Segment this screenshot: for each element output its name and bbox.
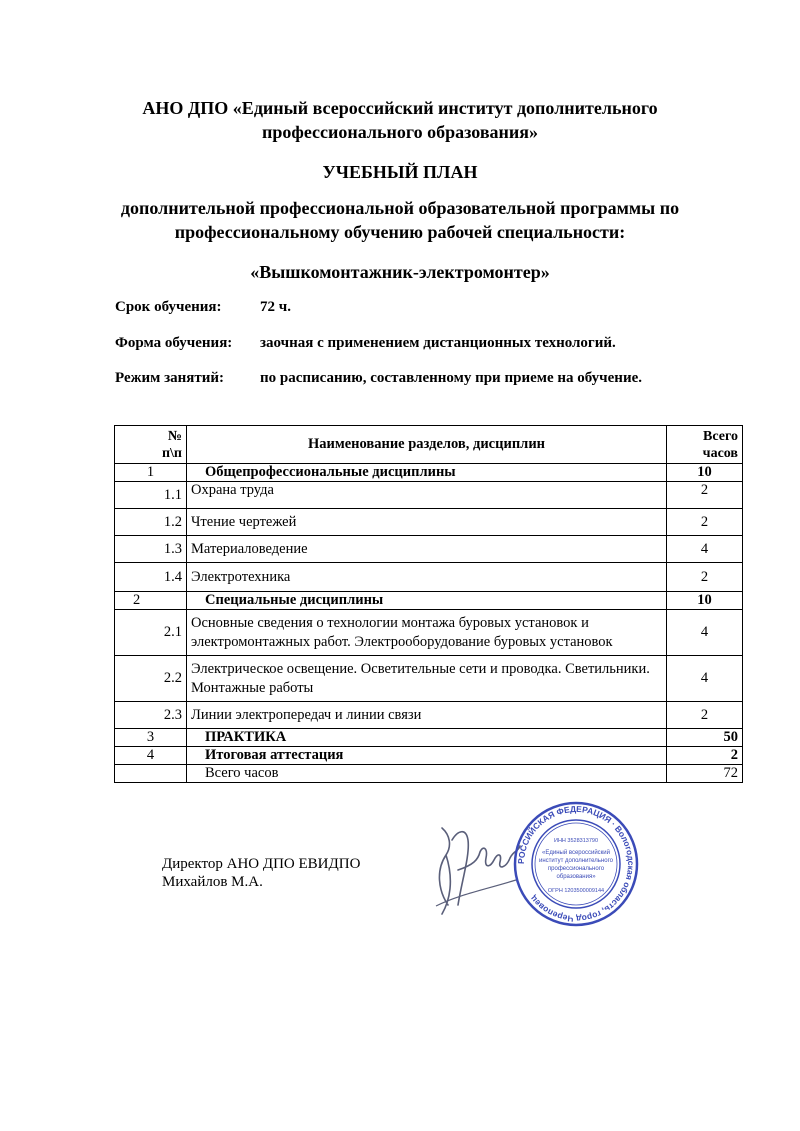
row-name: ПРАКТИКА	[187, 729, 667, 747]
table-row	[115, 464, 743, 482]
director-position: Директор АНО ДПО ЕВИДПО	[162, 856, 361, 872]
header-hours	[667, 426, 743, 464]
table-row	[115, 702, 743, 729]
curriculum-table	[114, 425, 743, 783]
row-hours: 2	[667, 482, 743, 509]
row-hours: 2	[667, 563, 743, 592]
table-row	[115, 656, 743, 702]
svg-text:ИНН 3528313790: ИНН 3528313790	[553, 838, 599, 844]
svg-text:«Единый всероссийский: «Единый всероссийский	[542, 850, 610, 856]
row-hours: 50	[667, 729, 743, 747]
header-number	[115, 426, 187, 464]
table-row	[115, 765, 743, 783]
row-number: 1.3	[115, 536, 187, 563]
table-row	[115, 536, 743, 563]
row-number: 1.4	[115, 563, 187, 592]
organization-title-line1: АНО ДПО «Единый всероссийский институт дополнительного	[142, 98, 658, 118]
row-name: Электротехника	[187, 563, 667, 592]
schedule-label: Режим занятий:	[115, 370, 225, 386]
svg-text:ОГРН 1203500009144: ОГРН 1203500009144	[547, 888, 605, 894]
header-hours-line1: Всего	[703, 428, 738, 444]
svg-text:институт дополнительного: институт дополнительного	[539, 858, 613, 864]
row-number: 1.2	[115, 509, 187, 536]
form-label: Форма обучения:	[115, 335, 233, 351]
table-row	[115, 747, 743, 765]
program-subtitle-line2: профессиональному обучению рабочей специальности:	[174, 222, 626, 242]
header-number-line1: №	[167, 428, 182, 444]
row-hours: 2	[667, 702, 743, 729]
organization-title-line2: профессионального образования»	[261, 122, 539, 142]
official-stamp	[512, 800, 640, 928]
plan-title: УЧЕБНЫЙ ПЛАН	[322, 162, 478, 182]
program-subtitle	[110, 196, 690, 244]
row-number: 1.1	[115, 482, 187, 509]
row-hours: 10	[667, 464, 743, 482]
svg-text:профессионального: профессионального	[547, 866, 605, 872]
row-name: Всего часов	[187, 765, 667, 783]
table-row	[115, 509, 743, 536]
row-number: 2	[115, 592, 187, 610]
table-row	[115, 563, 743, 592]
svg-text:РОССИЙСКАЯ ФЕДЕРАЦИЯ · Вологод: РОССИЙСКАЯ ФЕДЕРАЦИЯ · Вологодская область, город Череповец	[515, 803, 637, 925]
form-value: заочная с применением дистанционных технологий.	[260, 335, 616, 351]
row-hours: 10	[667, 592, 743, 610]
table-row	[115, 482, 743, 509]
row-hours: 2	[667, 747, 743, 765]
svg-text:образования»: образования»	[556, 874, 596, 880]
schedule-value: по расписанию, составленному при приеме на обучение.	[260, 370, 642, 386]
table-header-row	[115, 426, 743, 464]
row-name: Материаловедение	[187, 536, 667, 563]
duration-value: 72 ч.	[260, 299, 291, 315]
header-hours-line2: часов	[702, 445, 738, 461]
row-number: 2.2	[115, 656, 187, 702]
row-name: Электрическое освещение. Осветительные сети и проводка. Светильники. Монтажные работы	[187, 656, 667, 702]
row-hours: 4	[667, 536, 743, 563]
director-name: Михайлов М.А.	[162, 874, 263, 890]
organization-title	[100, 96, 700, 144]
row-number: 1	[115, 464, 187, 482]
row-hours: 72	[667, 765, 743, 783]
row-number: 4	[115, 747, 187, 765]
row-name: Итоговая аттестация	[187, 747, 667, 765]
table-row	[115, 592, 743, 610]
row-number: 3	[115, 729, 187, 747]
row-name: Основные сведения о технологии монтажа буровых установок и электромонтажных работ. Электрооборудование буровых установок	[187, 610, 667, 656]
row-name: Охрана труда	[187, 482, 667, 509]
table-row	[115, 729, 743, 747]
row-name: Чтение чертежей	[187, 509, 667, 536]
row-name: Общепрофессиональные дисциплины	[187, 464, 667, 482]
row-hours: 4	[667, 610, 743, 656]
row-hours: 2	[667, 509, 743, 536]
header-name: Наименование разделов, дисциплин	[187, 426, 667, 464]
header-number-line2: п\п	[161, 445, 182, 461]
program-subtitle-line1: дополнительной профессиональной образовательной программы по	[120, 198, 680, 218]
row-name: Специальные дисциплины	[187, 592, 667, 610]
duration-label: Срок обучения:	[115, 299, 222, 315]
table-row	[115, 610, 743, 656]
row-number	[115, 765, 187, 783]
row-number: 2.1	[115, 610, 187, 656]
row-number: 2.3	[115, 702, 187, 729]
director-block	[162, 855, 360, 891]
row-name: Линии электропередач и линии связи	[187, 702, 667, 729]
row-hours: 4	[667, 656, 743, 702]
specialty-title: «Вышкомонтажник-электромонтер»	[250, 262, 550, 282]
